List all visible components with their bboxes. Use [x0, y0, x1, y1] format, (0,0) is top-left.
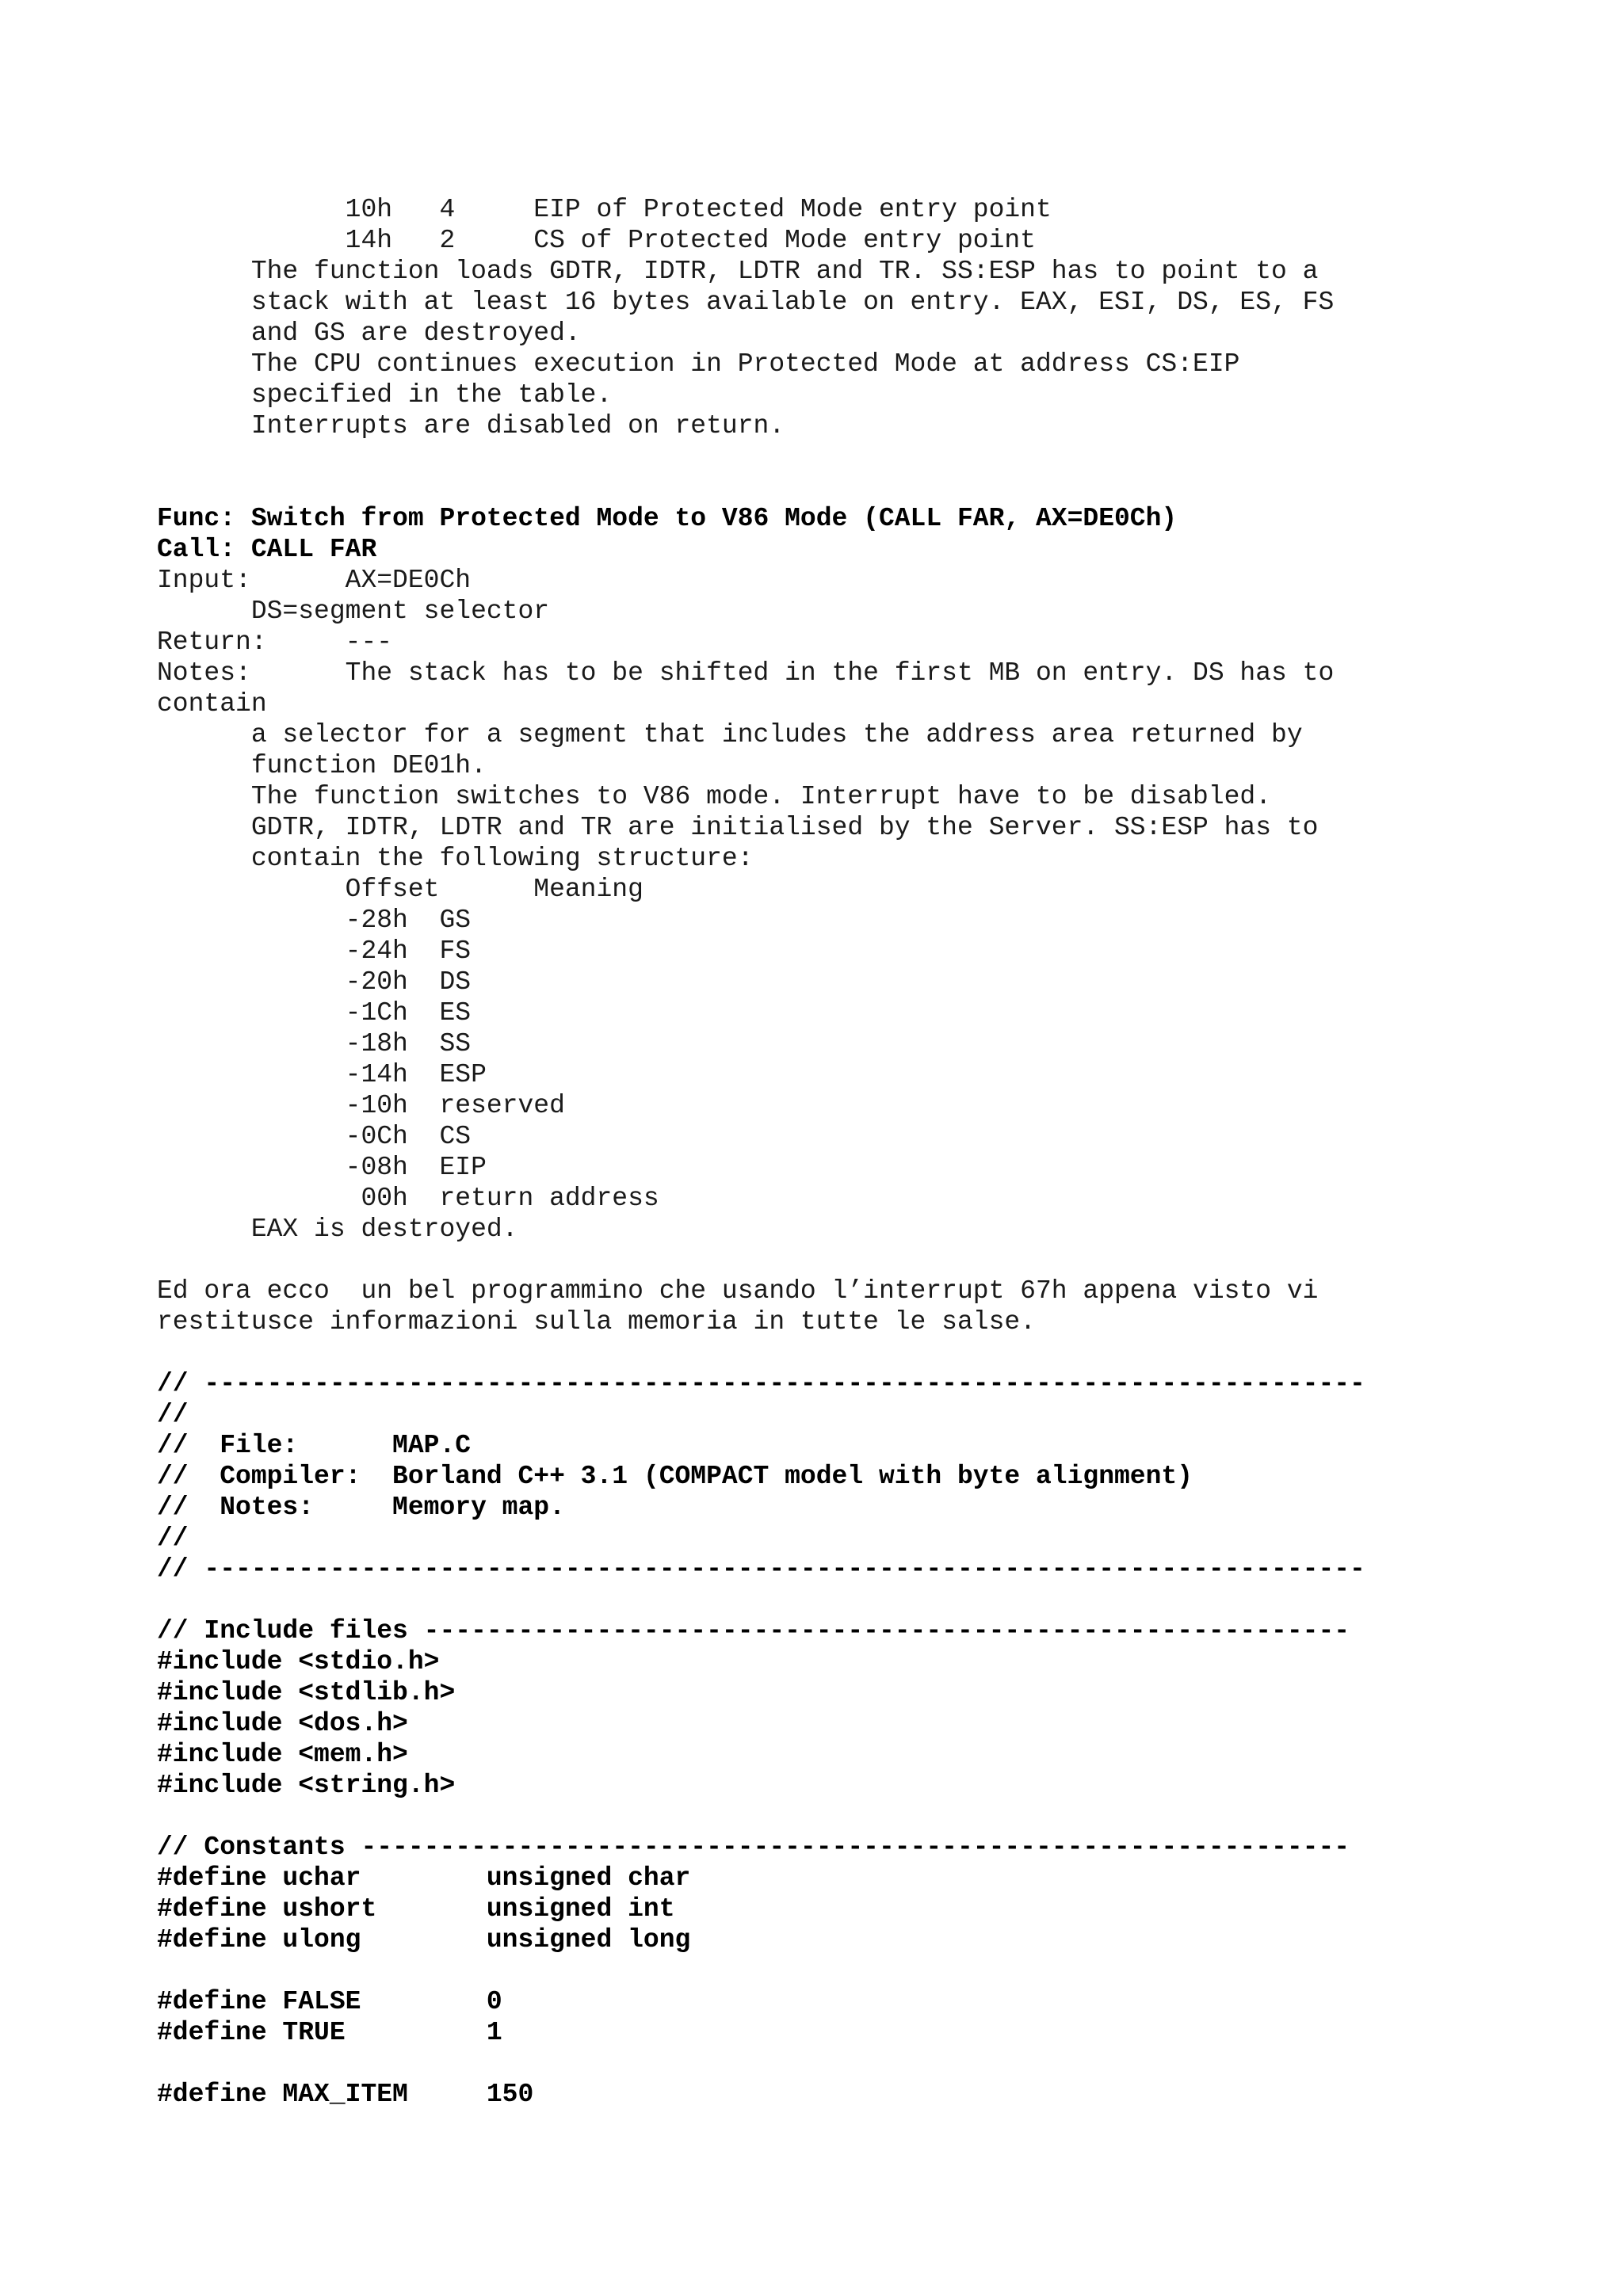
code-line: #define ushort unsigned int — [157, 1894, 675, 1924]
code-line: #define uchar unsigned char — [157, 1863, 691, 1893]
text-line: DS=segment selector — [157, 597, 550, 626]
text-line: -1Ch ES — [157, 998, 472, 1028]
text-line: and GS are destroyed. — [157, 318, 581, 348]
text-line — [157, 1585, 1607, 1615]
text-line: -10h reserved — [157, 1091, 565, 1120]
text-line: The CPU continues execution in Protected Mode at address CS:EIP — [157, 349, 1240, 379]
code-line: // -------------------------------------------------------------------------- — [157, 1554, 1365, 1584]
code-line: #define TRUE 1 — [157, 2018, 502, 2047]
text-line — [157, 2048, 1607, 2079]
code-line: // — [157, 1524, 189, 1553]
code-line: // Compiler: Borland C++ 3.1 (COMPACT model with byte alignment) — [157, 1462, 1193, 1491]
text-line: The function loads GDTR, IDTR, LDTR and TR. SS:ESP has to point to a — [157, 257, 1319, 286]
code-line: // — [157, 1400, 189, 1429]
text-line — [157, 1337, 1607, 1368]
text-line: -28h GS — [157, 906, 472, 935]
text-line: -14h ESP — [157, 1060, 487, 1089]
code-line: #define ulong unsigned long — [157, 1925, 691, 1955]
text-line — [157, 472, 1607, 503]
text-line: 00h return address — [157, 1184, 659, 1213]
text-line: a selector for a segment that includes the address area returned by — [157, 720, 1303, 749]
code-line: #include <dos.h> — [157, 1709, 408, 1738]
text-line: 10h 4 EIP of Protected Mode entry point — [157, 195, 1052, 224]
code-line: // Notes: Memory map. — [157, 1493, 565, 1522]
text-line: Ed ora ecco un bel programmino che usando l’interrupt 67h appena visto vi — [157, 1276, 1319, 1306]
code-line: #define FALSE 0 — [157, 1987, 502, 2016]
text-line: 14h 2 CS of Protected Mode entry point — [157, 226, 1036, 255]
document-page — [157, 194, 1607, 2110]
text-line: -08h EIP — [157, 1153, 487, 1182]
code-line: #define MAX_ITEM 150 — [157, 2080, 534, 2109]
code-line: #include <stdio.h> — [157, 1647, 440, 1676]
text-line: GDTR, IDTR, LDTR and TR are initialised by the Server. SS:ESP has to — [157, 813, 1319, 842]
code-line: // Constants --------------------------------------------------------------- — [157, 1833, 1350, 1862]
text-line: contain — [157, 689, 267, 719]
text-line: EAX is destroyed. — [157, 1215, 518, 1244]
text-line: contain the following structure: — [157, 844, 754, 873]
text-line — [157, 441, 1607, 472]
text-line — [157, 1801, 1607, 1832]
text-line: -20h DS — [157, 967, 472, 997]
text-line: Input: AX=DE0Ch — [157, 566, 472, 595]
code-line: Call: CALL FAR — [157, 535, 377, 564]
text-line: -0Ch CS — [157, 1122, 472, 1151]
code-line: // File: MAP.C — [157, 1431, 472, 1460]
text-line — [157, 1955, 1607, 1986]
text-line: Interrupts are disabled on return. — [157, 411, 785, 441]
code-line: Func: Switch from Protected Mode to V86 Mode (CALL FAR, AX=DE0Ch) — [157, 504, 1178, 533]
text-line: Return: --- — [157, 627, 393, 657]
code-line: // -------------------------------------------------------------------------- — [157, 1369, 1365, 1398]
text-line: -24h FS — [157, 936, 472, 966]
text-line: Offset Meaning — [157, 875, 643, 904]
text-line: The function switches to V86 mode. Interrupt have to be disabled. — [157, 782, 1272, 811]
text-line: -18h SS — [157, 1029, 472, 1058]
code-line: // Include files ----------------------------------------------------------- — [157, 1616, 1350, 1646]
text-line: Notes: The stack has to be shifted in the first MB on entry. DS has to — [157, 658, 1335, 688]
text-line — [157, 1245, 1607, 1276]
text-line: specified in the table. — [157, 380, 613, 410]
text-line: restitusce informazioni sulla memoria in tutte le salse. — [157, 1307, 1036, 1337]
code-line: #include <mem.h> — [157, 1740, 408, 1769]
code-line: #include <stdlib.h> — [157, 1678, 456, 1707]
text-line: function DE01h. — [157, 751, 487, 780]
code-line: #include <string.h> — [157, 1771, 456, 1800]
text-line: stack with at least 16 bytes available on entry. EAX, ESI, DS, ES, FS — [157, 288, 1335, 317]
